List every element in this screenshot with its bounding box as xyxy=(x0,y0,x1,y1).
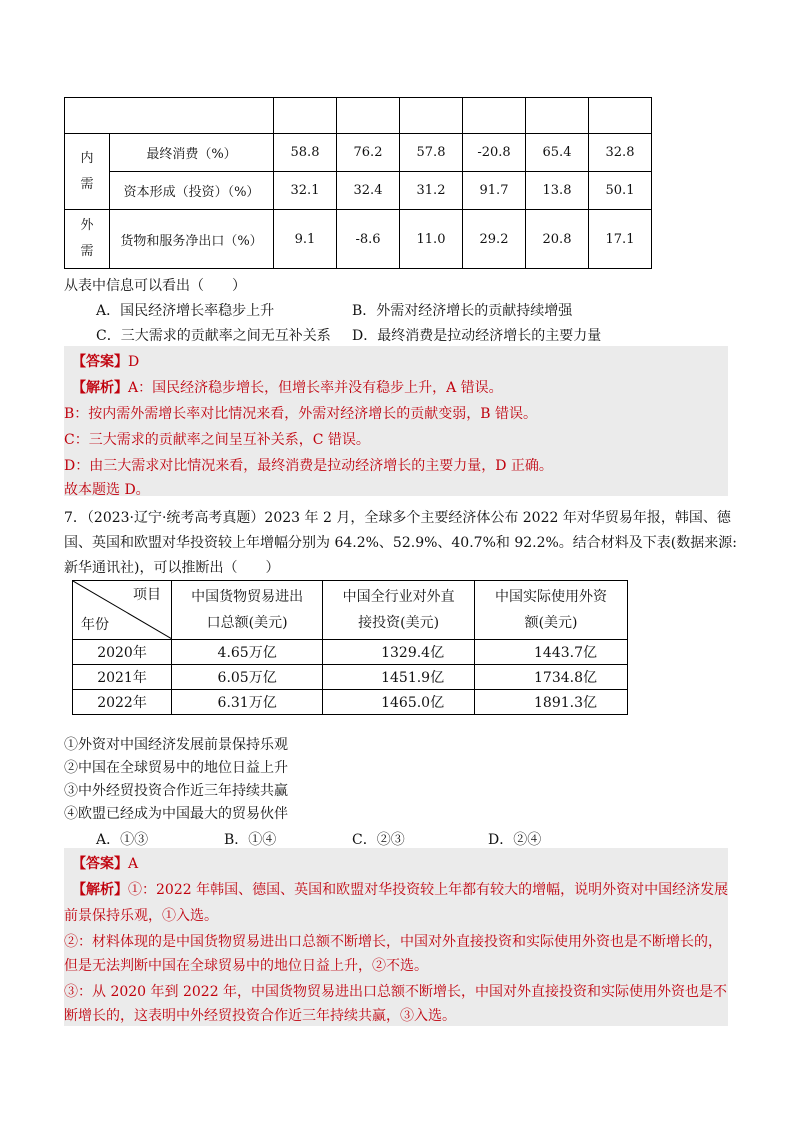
column-header: 中国实际使用外资 额(美元) xyxy=(475,581,628,640)
table-cell: 1465.0亿 xyxy=(323,690,475,715)
q7-analysis-line: ③：从 2020 年到 2022 年，中国货物贸易进出口总额不断增长，中国对外直接投资和实际使用外资也是不 xyxy=(64,984,728,1000)
q6-analysis-line: 故本题选 D。 xyxy=(64,482,150,498)
table-row xyxy=(65,210,652,269)
table-cell: 58.8 xyxy=(274,134,337,172)
year-cell: 2021年 xyxy=(73,665,172,690)
column-header: 中国货物贸易进出 口总额(美元) xyxy=(172,581,323,640)
q6-analysis-line: 【解析】A：国民经济稳步增长，但增长率并没有稳步上升，A 错误。 xyxy=(72,380,503,396)
table-cell: 1734.8亿 xyxy=(475,665,628,690)
table-cell: 6.31万亿 xyxy=(172,690,323,715)
corner-top-label: 项目 xyxy=(133,587,162,603)
table-cell: 13.8 xyxy=(526,172,589,210)
table-cell: 57.8 xyxy=(400,134,463,172)
table-cell: 6.05万亿 xyxy=(172,665,323,690)
table-cell: 9.1 xyxy=(274,210,337,269)
q7-statement: ④欧盟已经成为中国最大的贸易伙伴 xyxy=(64,806,288,822)
table-row xyxy=(73,665,628,690)
year-cell: 2022年 xyxy=(73,690,172,715)
year-cell: 2020年 xyxy=(73,640,172,665)
table-cell: 20.8 xyxy=(526,210,589,269)
q6-answer: 【答案】D xyxy=(72,354,140,370)
q7-analysis-line: 前景保持乐观，①入选。 xyxy=(64,908,218,924)
table-row xyxy=(65,134,652,172)
table-header-row xyxy=(73,581,628,640)
table-cell: 4.65万亿 xyxy=(172,640,323,665)
q7-analysis-line: 但是无法判断中国在全球贸易中的地位日益上升，②不选。 xyxy=(64,958,428,974)
q6-option-a: A．国民经济增长率稳步上升 xyxy=(96,303,275,319)
table-row xyxy=(65,98,652,134)
trade-table xyxy=(72,580,628,715)
table-row xyxy=(73,690,628,715)
q6-option-b: B．外需对经济增长的贡献持续增强 xyxy=(352,303,573,319)
q7-stem-line: 新华通讯社)，可以推断出（ ） xyxy=(64,560,280,576)
row-label: 资本形成（投资）（%） xyxy=(110,172,274,210)
table-cell: 29.2 xyxy=(463,210,526,269)
q7-option-d: D．②④ xyxy=(488,832,542,848)
q7-stem-line: 国、英国和欧盟对华投资较上年增幅分别为 64.2%、52.9%、40.7%和 92.2%。结合材料及下表(数据来源: xyxy=(64,535,737,551)
q7-statement: ③中外经贸投资合作近三年持续共赢 xyxy=(64,783,288,799)
q7-option-b: B．①④ xyxy=(224,832,277,848)
q7-answer: 【答案】A xyxy=(72,856,139,872)
table-cell: 91.7 xyxy=(463,172,526,210)
table-cell: 1329.4亿 xyxy=(323,640,475,665)
q7-option-c: C．②③ xyxy=(352,832,405,848)
q7-analysis-line: ②：材料体现的是中国货物贸易进出口总额不断增长，中国对外直接投资和实际使用外资也是不断增长的， xyxy=(64,934,722,950)
table-cell: 32.4 xyxy=(337,172,400,210)
row-label: 货物和服务净出口（%） xyxy=(110,210,274,269)
q7-analysis-line: 【解析】①：2022 年韩国、德国、英国和欧盟对华投资较上年都有较大的增幅，说明外资对中国经济发展 xyxy=(72,882,729,898)
table-cell: 32.8 xyxy=(589,134,652,172)
table-cell: 1451.9亿 xyxy=(323,665,475,690)
table-cell: 76.2 xyxy=(337,134,400,172)
q7-option-a: A．①③ xyxy=(96,832,149,848)
corner-cell xyxy=(73,581,172,640)
q7-statement: ②中国在全球贸易中的地位日益上升 xyxy=(64,760,288,776)
q7-statement: ①外资对中国经济发展前景保持乐观 xyxy=(64,737,288,753)
q6-analysis-line: B：按内需外需增长率对比情况来看，外需对经济增长的贡献变弱，B 错误。 xyxy=(64,406,538,422)
q6-stem: 从表中信息可以看出（ ） xyxy=(64,278,246,294)
table-row xyxy=(65,172,652,210)
table-cell: -20.8 xyxy=(463,134,526,172)
q7-analysis-line: 断增长的，这表明中外经贸投资合作近三年持续共赢，③入选。 xyxy=(64,1008,456,1024)
table-cell: 1443.7亿 xyxy=(475,640,628,665)
table-cell: -8.6 xyxy=(337,210,400,269)
row-label: 最终消费（%） xyxy=(110,134,274,172)
q7-stem-line: 7．（2023·辽宁·统考高考真题）2023 年 2 月，全球多个主要经济体公布 2022 年对华贸易年报，韩国、德 xyxy=(64,510,731,526)
group-label-domestic: 内 需 xyxy=(65,134,110,210)
corner-bottom-label: 年份 xyxy=(81,617,109,633)
table-cell: 50.1 xyxy=(589,172,652,210)
table-row xyxy=(73,640,628,665)
column-header: 中国全行业对外直 接投资(美元) xyxy=(323,581,475,640)
table-cell: 32.1 xyxy=(274,172,337,210)
table-cell: 1891.3亿 xyxy=(475,690,628,715)
table-cell: 31.2 xyxy=(400,172,463,210)
table-cell: 17.1 xyxy=(589,210,652,269)
q6-option-c: C．三大需求的贡献率之间无互补关系 xyxy=(96,328,331,344)
table-cell: 65.4 xyxy=(526,134,589,172)
contribution-table xyxy=(64,97,652,269)
group-label-external: 外 需 xyxy=(65,210,110,269)
q6-analysis-line: C：三大需求的贡献率之间呈互补关系，C 错误。 xyxy=(64,432,370,448)
q6-analysis-line: D：由三大需求对比情况来看，最终消费是拉动经济增长的主要力量，D 正确。 xyxy=(64,458,553,474)
table-cell: 11.0 xyxy=(400,210,463,269)
q6-option-d: D．最终消费是拉动经济增长的主要力量 xyxy=(352,328,602,344)
